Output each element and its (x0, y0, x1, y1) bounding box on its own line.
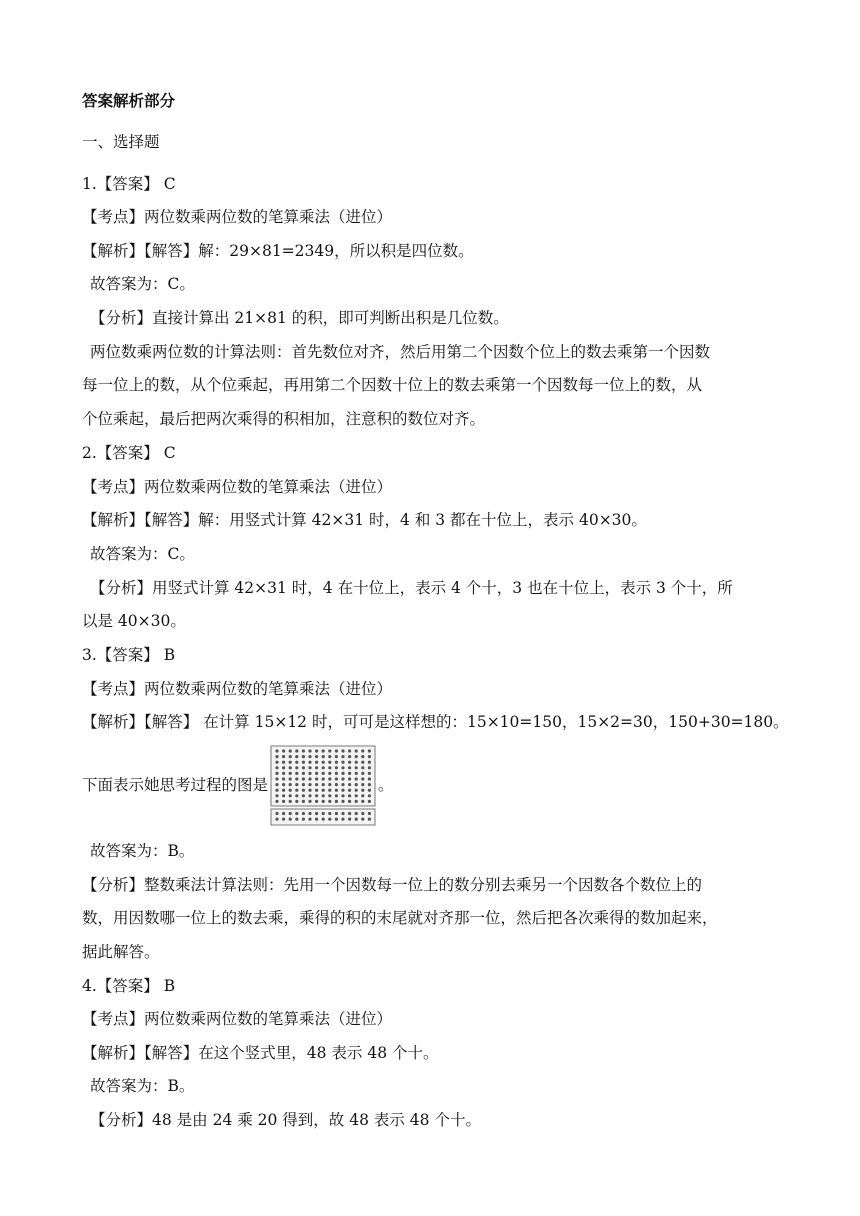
q1-analysis-1: 【分析】直接计算出 21×81 的积，即可判断出积是几位数。 (90, 309, 509, 327)
q3-analysis-1: 【分析】整数乘法计算法则：先用一个因数每一位上的数分别去乘另一个因数各个数位上的 (82, 876, 703, 894)
q3-explain: 【解析】【解答】 在计算 15×12 时，可可是这样想的：15×10=150，15×2=30，150+30=180。 (82, 713, 789, 731)
q2-point: 【考点】两位数乘两位数的笔算乘法（进位） (82, 478, 393, 496)
q4-point: 【考点】两位数乘两位数的笔算乘法（进位） (82, 1010, 393, 1028)
q1-analysis-2: 两位数乘两位数的计算法则：首先数位对齐，然后用第二个因数个位上的数去乘第一个因数 (90, 343, 711, 361)
q2-conclusion: 故答案为：C。 (90, 545, 195, 563)
q3-analysis-3: 据此解答。 (82, 943, 160, 961)
q1-analysis-3: 每一位上的数，从个位乘起，再用第二个因数十位上的数去乘第一个因数每一位上的数，从 (82, 376, 703, 394)
q2-analysis-2: 以是 40×30。 (82, 612, 186, 630)
section-heading: 一、选择题 (82, 133, 160, 151)
q3-conclusion: 故答案为：B。 (90, 842, 195, 860)
q2-explain: 【解析】【解答】解：用竖式计算 42×31 时，4 和 3 都在十位上，表示 40×30。 (82, 511, 647, 529)
q1-point: 【考点】两位数乘两位数的笔算乘法（进位） (82, 208, 393, 226)
q1-explain: 【解析】【解答】解：29×81=2349，所以积是四位数。 (82, 242, 474, 260)
q3-figure-prefix: 下面表示她思考过程的图是 (82, 776, 269, 794)
q4-answer: 4.【答案】 B (82, 977, 176, 995)
q2-answer: 2.【答案】 C (82, 444, 176, 462)
dot-array-figure-icon (270, 745, 376, 827)
q3-figure-line (82, 744, 782, 827)
q3-analysis-2: 数，用因数哪一位上的数去乘，乘得的积的末尾就对齐那一位，然后把各次乘得的数加起来， (82, 909, 718, 927)
q3-figure-suffix: 。 (378, 776, 394, 794)
page-title: 答案解析部分 (82, 91, 176, 110)
q1-conclusion: 故答案为：C。 (90, 275, 195, 293)
q3-point: 【考点】两位数乘两位数的笔算乘法（进位） (82, 680, 393, 698)
q1-answer: 1.【答案】 C (82, 175, 176, 193)
q1-analysis-4: 个位乘起，最后把两次乘得的积相加，注意积的数位对齐。 (82, 410, 486, 428)
q2-analysis-1: 【分析】用竖式计算 42×31 时，4 在十位上，表示 4 个十，3 也在十位上，表示 3 个十，所 (90, 579, 733, 597)
q3-answer: 3.【答案】 B (82, 646, 176, 664)
q4-analysis-1: 【分析】48 是由 24 乘 20 得到，故 48 表示 48 个十。 (90, 1111, 481, 1129)
q4-explain: 【解析】【解答】在这个竖式里，48 表示 48 个十。 (82, 1044, 439, 1062)
q4-conclusion: 故答案为：B。 (90, 1077, 195, 1095)
